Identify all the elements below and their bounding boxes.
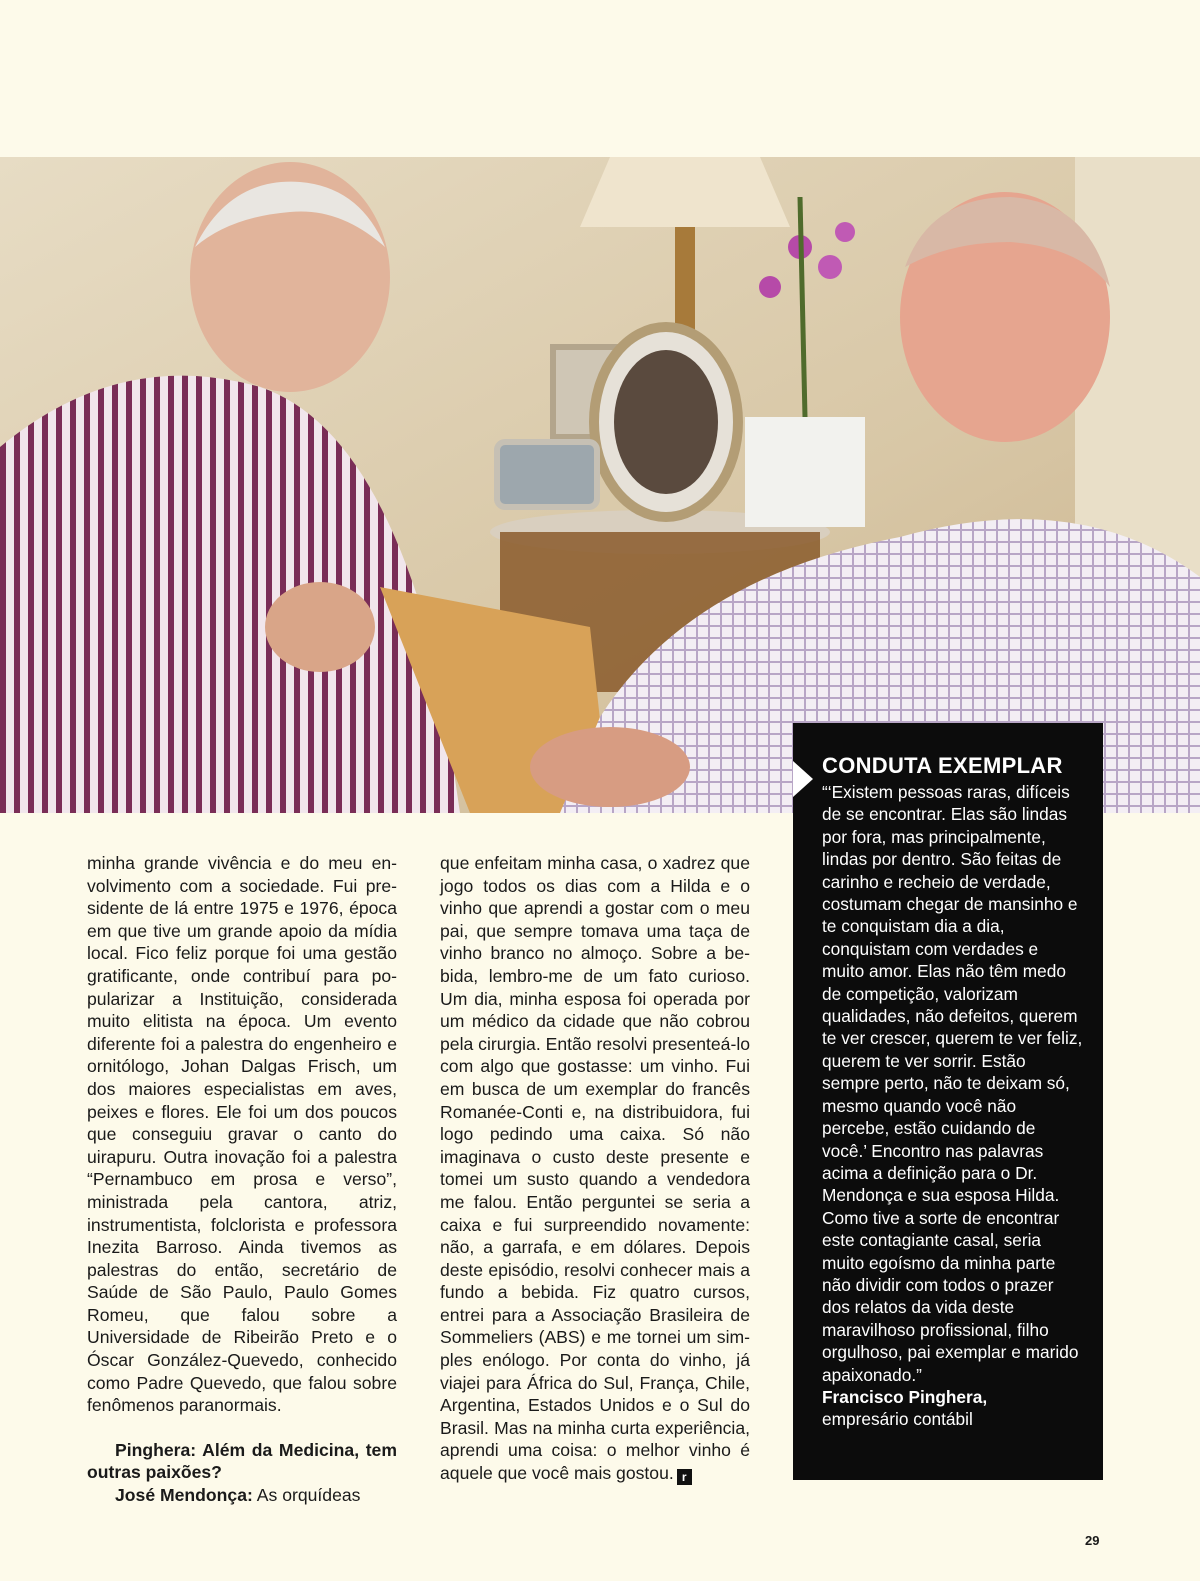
answer-start-text: As orquídeas (256, 1485, 361, 1506)
answer-speaker: José Mendonça: (115, 1485, 253, 1506)
sidebar-title: CONDUTA EXEMPLAR (822, 753, 1063, 778)
interview-question: Pinghera: Além da Medicina, tem outras paixões? (87, 1439, 397, 1483)
interview-answer-start (87, 1484, 397, 1507)
article-column-1 (87, 852, 397, 1507)
sidebar-author: Francisco Pinghera, (822, 1386, 988, 1407)
page-number: 29 (1085, 1533, 1100, 1548)
end-of-article-icon: r (677, 1469, 692, 1485)
sidebar-quote-block (822, 781, 1084, 1431)
sidebar-quote: “‘Existem pessoas raras, difíceis de se encontrar. Elas são lindas por fora, mas principalmente, lindas por dentro. São feitas de carinho e recheio de verdade, costumam chegar de mansinho e te conquistam dia a dia, conquistam com verdades e muito amor. Elas não têm medo de competição, valorizam qualidades, não defeitos, querem te ver crescer, querem te ver feliz, querem te ver sorrir. Estão sempre perto, não te deixam só, mesmo quando você não percebe, estão cuidando de você.’ Encontro nas palavras acima a definição para o Dr. Mendonça e sua esposa Hilda. Como tive a sorte de encontrar este contagiante casal, seria muito egoísmo da minha parte não dividir com todos o prazer dos relatos da vida deste maravilhoso profissional, filho orgulhoso, pai exemplar e marido apaixonado.” (822, 782, 1083, 1385)
article-column-2 (440, 852, 750, 1485)
sidebar-author-role: empresário contábil (822, 1409, 973, 1430)
sidebar-arrow-icon (793, 761, 813, 797)
sidebar-box (793, 723, 1103, 1480)
article-photo (0, 157, 1200, 813)
column-1-paragraph: minha grande vivência e do meu envolvimento com a sociedade. Fui presidente de lá entre 1975 e 1976, época em que tive um grande apoio da mídia local. Fico feliz porque foi uma gestão gratificante, onde contribuí para popularizar a Instituição, considerada muito elitista na época. Um evento diferente foi a palestra do engenheiro e ornitólogo, Johan Dalgas Frisch, um dos maiores especialistas em aves, peixes e flores. Ele foi um dos poucos que conseguiu gravar o canto do uirapuru. Outra inovação foi a palestra “Pernambuco em prosa e verso”, ministrada pela cantora, atriz, instrumentista, folclorista e professora Inezita Barroso. Ainda tivemos as palestras do então, secretário de Saúde de São Paulo, Paulo Gomes Romeu, que falou sobre a Universidade de Ribeirão Preto e o Óscar González-Quevedo, conhecido como Padre Quevedo, que falou sobre fenômenos paranormais. (87, 853, 397, 1416)
column-2-text: que enfeitam minha casa, o xadrez que jogo todos os dias com a Hilda e o vinho que aprendi a gostar com o meu pai, que sempre tomava uma taça de vinho branco no almoço. Sobre a bebida, lembro-me de um fato curioso. Um dia, minha esposa foi operada por um médico da cidade que não cobrou pela cirurgia. Então resolvi presenteá-lo com algo que gostasse: um vinho. Fui em busca de um exemplar do francês Romanée-Conti e, na distribuidora, fui logo pedindo uma caixa. Só não imaginava o custo deste presente e tomei um susto quando a vendedora me falou. Então perguntei se seria a caixa e fui surpreendido novamente: não, a garrafa, e em dólares. Depois deste episódio, resolvi conhecer mais a fundo a bebida. Fiz quatro cursos, entrei para a Associação Brasileira de Sommeliers (ABS) e me tornei um simples enólogo. Por conta do vinho, já viajei para África do Sul, França, Chile, Argentina, Estados Unidos e o Sul do Brasil. Mas na minha curta experiência, aprendi uma coisa: o melhor vinho é aquele que você mais gostou. (440, 853, 751, 1484)
column-2-paragraph (440, 852, 750, 1485)
